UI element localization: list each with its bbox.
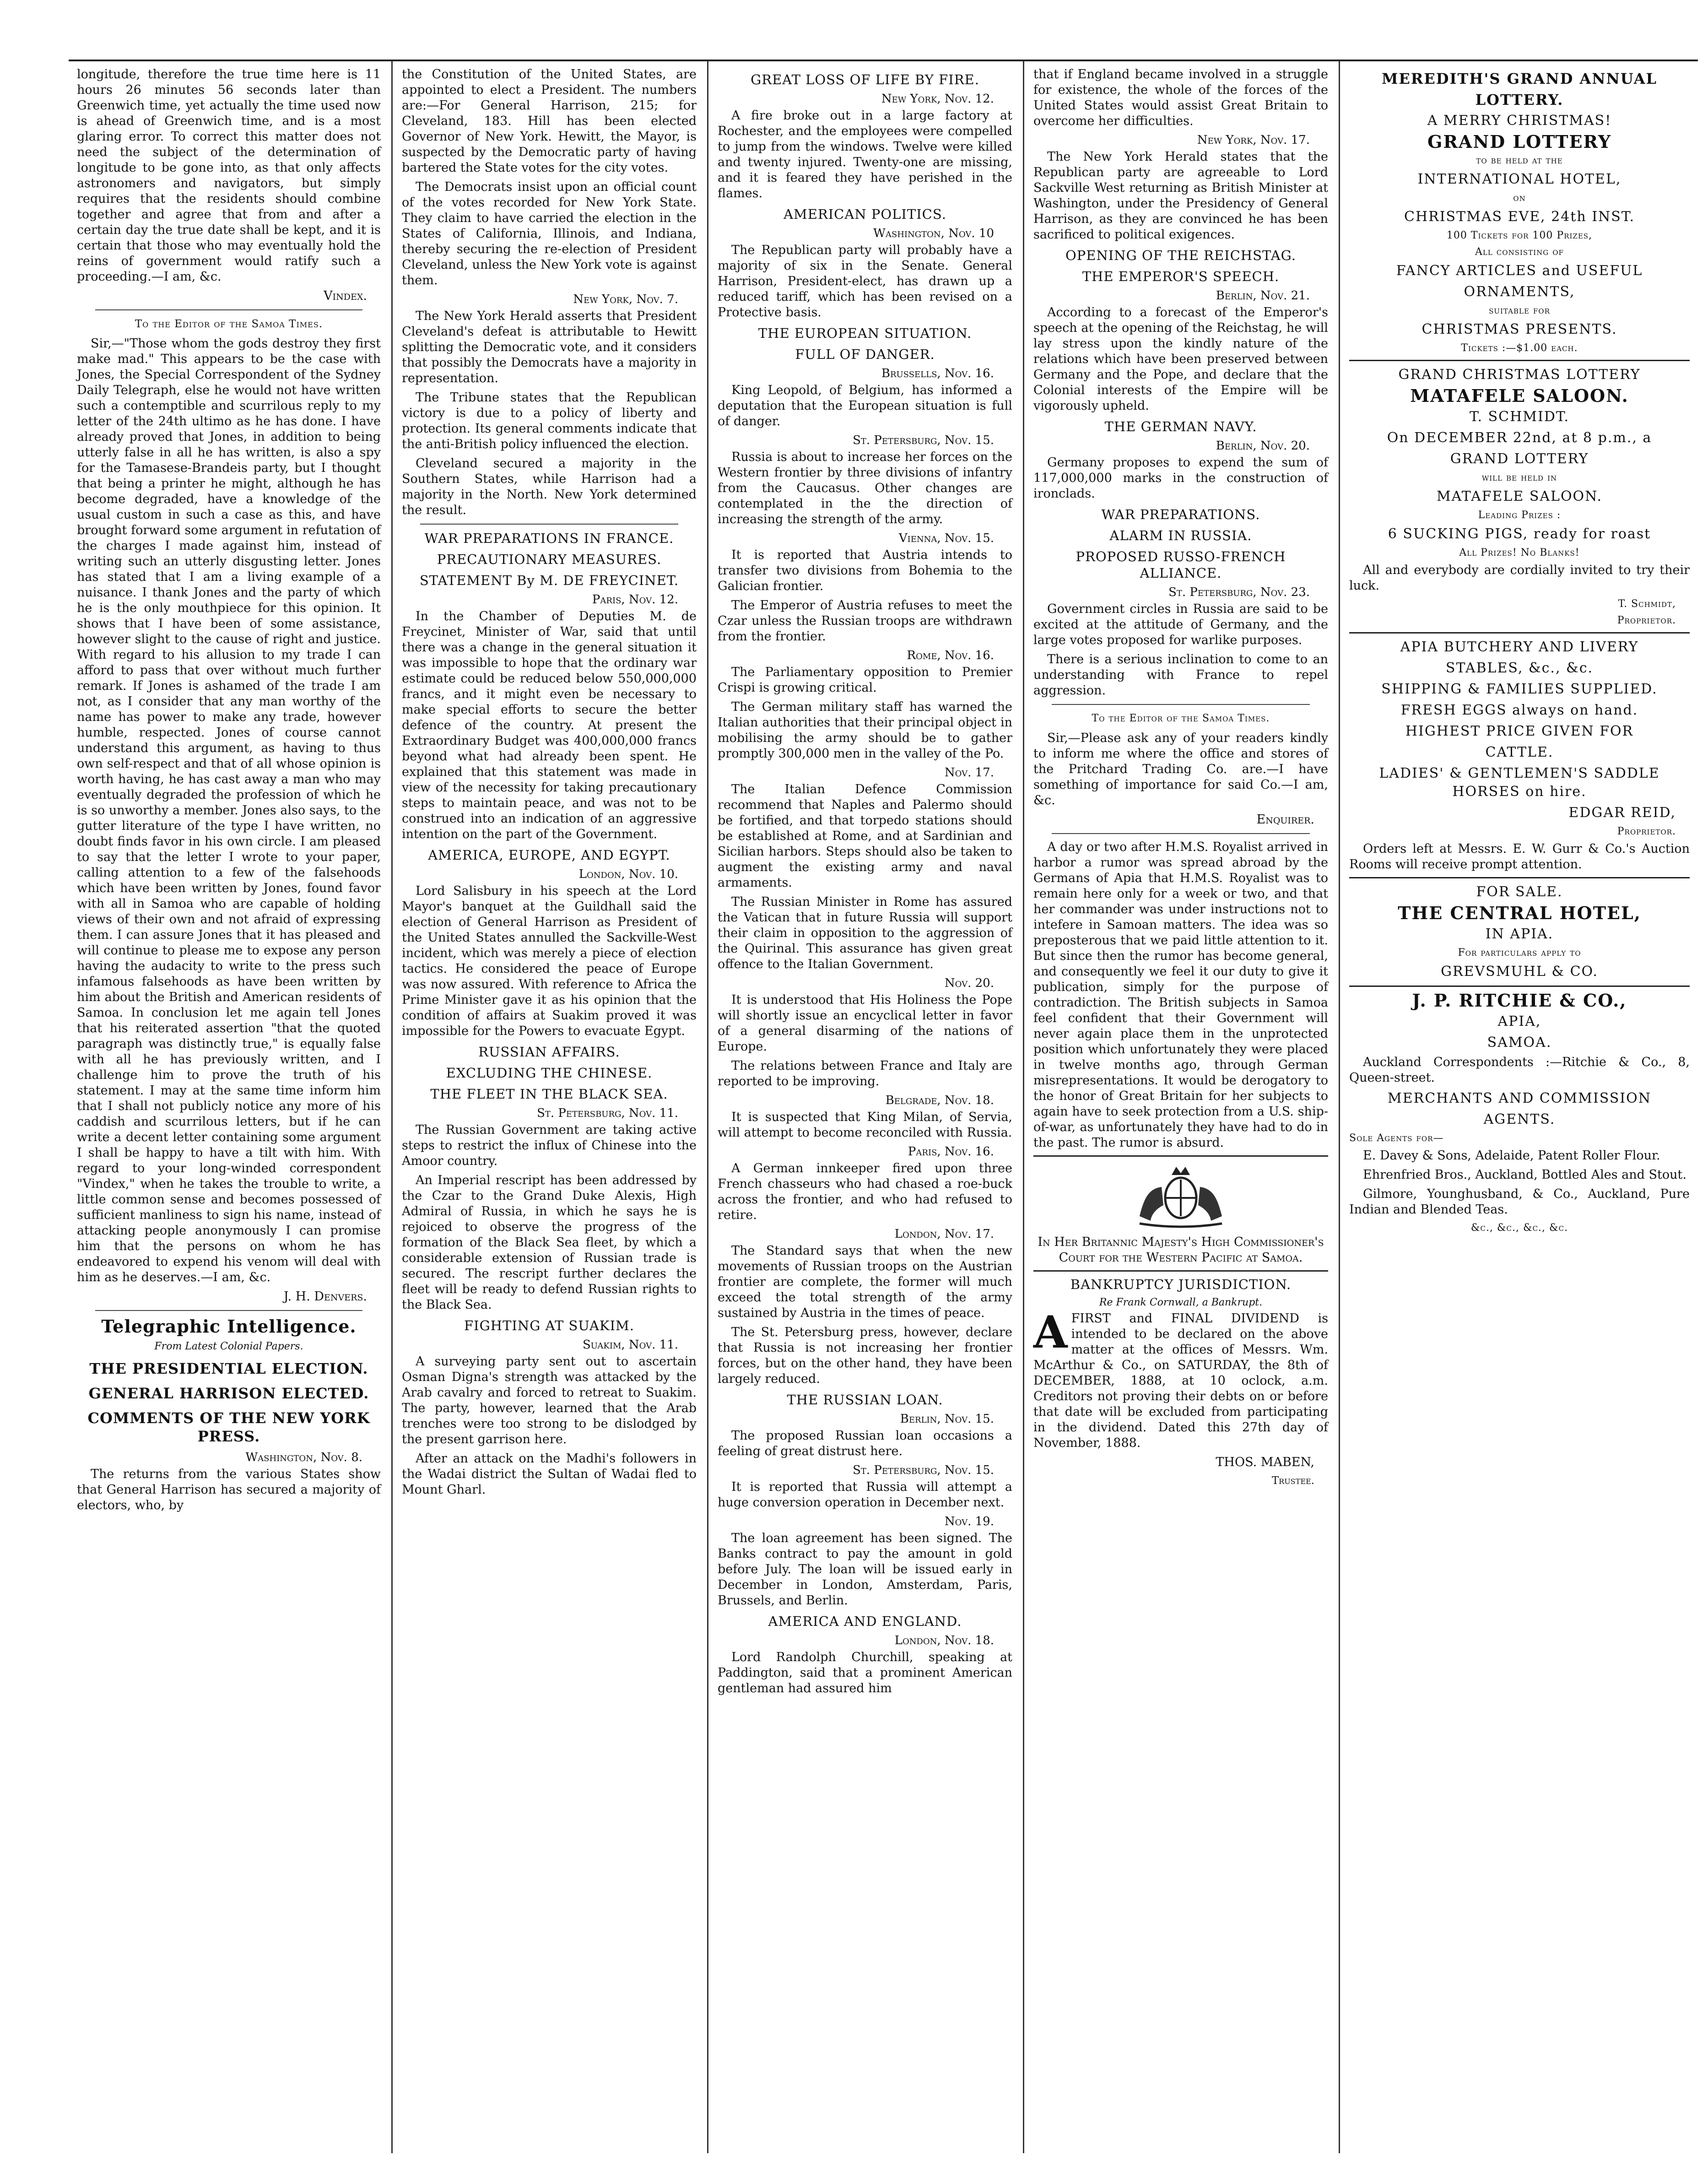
ad-text: GRAND LOTTERY bbox=[1450, 451, 1589, 467]
article-text: The St. Petersburg press, however, declare that Russia is not increasing her frontier forces, but on the other hand, they have been largely reduced. bbox=[718, 1325, 1012, 1386]
article-text: that if England became involved in a struggle for existence, the whole of the forces of the United States would assist Great Britain to overcome her difficulties. bbox=[1033, 67, 1328, 128]
drop-cap: A bbox=[1033, 1306, 1068, 1358]
ad-text: Sole Agents for— bbox=[1349, 1132, 1444, 1144]
dateline: St. Petersburg, Nov. 23. bbox=[1168, 585, 1310, 599]
headline: GREAT LOSS OF LIFE BY FIRE. bbox=[751, 72, 979, 87]
headline: AMERICA AND ENGLAND. bbox=[768, 1614, 962, 1629]
ad-heading: MERCHANTS AND COMMISSION bbox=[1388, 1090, 1651, 1106]
headline: STATEMENT By M. DE FREYCINET. bbox=[419, 573, 679, 588]
dateline: Paris, Nov. 16. bbox=[908, 1145, 994, 1159]
headline: THE FLEET IN THE BLACK SEA. bbox=[430, 1086, 668, 1102]
headline: FULL OF DANGER. bbox=[795, 347, 935, 362]
article-text: The Democrats insist upon an official count of the votes recorded for New York State. They claim to have carried the election in the States of California, Illinois, and Indiana, thereby securing the re-election of President Cleveland, unless the New York vote is against them. bbox=[402, 180, 697, 287]
headline: THE PRESIDENTIAL ELECTION. bbox=[89, 1360, 368, 1377]
ad-text: ORNAMENTS, bbox=[1464, 284, 1575, 300]
section-heading: Telegraphic Intelligence. bbox=[101, 1316, 357, 1337]
dateline: Rome, Nov. 16. bbox=[907, 649, 994, 662]
headline: COMMENTS OF THE NEW YORK PRESS. bbox=[87, 1409, 370, 1445]
headline: AMERICA, EUROPE, AND EGYPT. bbox=[428, 847, 670, 863]
section-subheading: From Latest Colonial Papers. bbox=[154, 1341, 303, 1352]
ad-heading: J. P. RITCHIE & CO., bbox=[1412, 990, 1627, 1011]
advertisements-column bbox=[1341, 67, 1698, 2150]
article-text: The Republican party will probably have a majority of six in the Senate. General Harrison, President-elect, has drawn up a reduced tariff, which has been revised on a Protective basis. bbox=[718, 243, 1012, 320]
dateline: Nov. 19. bbox=[944, 1515, 994, 1528]
article-text: The loan agreement has been signed. The Banks contract to pay the amount in gold before July. The loan will be issued early in December in London, Amsterdam, Paris, Brussels, and Berlin. bbox=[718, 1531, 1012, 1608]
ad-text: AGENTS. bbox=[1483, 1111, 1556, 1127]
ad-text: HIGHEST PRICE GIVEN FOR bbox=[1405, 723, 1634, 739]
dateline: Brussells, Nov. 16. bbox=[881, 367, 994, 380]
article-text: Government circles in Russia are said to be excited at the attitude of Germany, and the large votes proposed for warlike purposes. bbox=[1033, 602, 1328, 647]
dateline: New York, Nov. 7. bbox=[573, 292, 678, 306]
headline: AMERICAN POLITICS. bbox=[784, 206, 946, 222]
article-text: It is suspected that King Milan, of Servia, will attempt to become reconciled with Russia. bbox=[718, 1110, 1012, 1140]
headline: RUSSIAN AFFAIRS. bbox=[478, 1044, 620, 1060]
ad-text: &c., &c., &c., &c. bbox=[1470, 1222, 1568, 1234]
divider bbox=[1033, 1155, 1328, 1157]
ad-text: 6 SUCKING PIGS, ready for roast bbox=[1388, 526, 1651, 542]
article-text: Lord Randolph Churchill, speaking at Paddington, said that a prominent American gentleman had assured him bbox=[718, 1650, 1012, 1695]
headline: EXCLUDING THE CHINESE. bbox=[446, 1065, 653, 1081]
article-text: An Imperial rescript has been addressed by the Czar to the Grand Duke Alexis, High Admiral of Russia, in which he says he is rejoiced to observe the progress of the formation of the Black Sea fleet, by which a considerable extension of Russian trade is secured. The rescript further declares the fleet will be ready to defend Russian rights to the Black Sea. bbox=[402, 1173, 697, 1312]
dateline: London, Nov. 10. bbox=[578, 867, 678, 881]
headline: PROPOSED RUSSO-FRENCH ALLIANCE. bbox=[1076, 549, 1286, 581]
article-text: Germany proposes to expend the sum of 117,000,000 marks in the construction of ironclads. bbox=[1033, 455, 1328, 501]
ad-text: Ehrenfried Bros., Auckland, Bottled Ales and Stout. bbox=[1363, 1168, 1686, 1182]
article-text: The New York Herald asserts that President Cleveland's defeat is attributable to Hewitt splitting the Democratic vote, and it considers that possibly the Democrats have a majority in representation. bbox=[402, 309, 697, 385]
article-text: The Russian Government are taking active steps to restrict the influx of Chinese into the Amoor country. bbox=[402, 1123, 697, 1168]
ad-text: CATTLE. bbox=[1485, 744, 1554, 760]
article-text: Sir,—Please ask any of your readers kindly to inform me where the office and stores of the Pritchard Trading Co. are.—I have something of importance for said Co.—I am, &c. bbox=[1033, 731, 1328, 807]
article-text: The Standard says that when the new movements of Russian troops on the Austrian frontier are complete, the former will much exceed the total strength of the army sustained by Austria in the times of peace. bbox=[718, 1244, 1012, 1320]
ad-text: FRESH EGGS always on hand. bbox=[1400, 702, 1638, 718]
ad-text: On DECEMBER 22nd, at 8 p.m., a bbox=[1387, 430, 1652, 446]
headline: ALARM IN RUSSIA. bbox=[1109, 528, 1252, 543]
letter-heading: To the Editor of the Samoa Times. bbox=[1092, 713, 1270, 724]
ad-text: STABLES, &c., &c. bbox=[1445, 660, 1594, 676]
ad-text: will be held in bbox=[1481, 472, 1557, 483]
dateline: Belgrade, Nov. 18. bbox=[885, 1094, 994, 1107]
dateline: London, Nov. 18. bbox=[894, 1634, 994, 1647]
article-text: The returns from the various States show that General Harrison has secured a majority of electors, who, by bbox=[77, 1467, 381, 1512]
ad-heading: LOTTERY. bbox=[1475, 91, 1564, 108]
divider bbox=[95, 309, 362, 310]
headline: THE EUROPEAN SITUATION. bbox=[758, 325, 972, 341]
notice-body: FIRST and FINAL DIVIDEND is intended to be declared on the above matter at the offices of Messrs. Wm. McArthur & Co., on SATURDAY, the 8th of DECEMBER, 1888, at 10 oclock, a.m. Creditors not proving their debts on or before that date will be excluded from participating in the dividend. Dated this 27th day of November, 1888. bbox=[1033, 1311, 1328, 1450]
article-text: A surveying party sent out to ascertain Osman Digna's strength was attacked by the Arab cavalry and forced to retreat to Suakim. The party, however, learned that the Arab trenches were too strong to be dislodged by the present garrison here. bbox=[402, 1354, 697, 1446]
article-text: It is understood that His Holiness the Pope will shortly issue an encyclical letter in favor of a general disarming of the nations of Europe. bbox=[718, 993, 1012, 1054]
divider bbox=[1052, 704, 1310, 705]
article-text: A German innkeeper fired upon three French chasseurs who had chased a roe-buck across the frontier, and who had refused to retire. bbox=[718, 1161, 1012, 1222]
ad-signature: Proprietor. bbox=[1617, 615, 1676, 626]
dateline: New York, Nov. 12. bbox=[881, 92, 994, 106]
ad-text: CHRISTMAS EVE, 24th INST. bbox=[1404, 209, 1635, 225]
article-text: The Emperor of Austria refuses to meet the Czar unless the Russian troops are withdrawn from the frontier. bbox=[718, 598, 1012, 644]
ad-text: GREVSMUHL & CO. bbox=[1441, 964, 1598, 980]
column-rule bbox=[1023, 61, 1024, 2153]
dateline: Washington, Nov. 10 bbox=[873, 227, 994, 240]
dateline: Berlin, Nov. 20. bbox=[1216, 439, 1310, 453]
royal-coat-of-arms-icon bbox=[1112, 1161, 1249, 1230]
dateline: Vienna, Nov. 15. bbox=[898, 531, 994, 545]
ad-heading: MEREDITH'S GRAND ANNUAL bbox=[1381, 70, 1658, 87]
ad-signature: EDGAR REID, bbox=[1568, 805, 1676, 821]
ad-text: T. SCHMIDT. bbox=[1469, 409, 1570, 425]
divider bbox=[1349, 877, 1690, 878]
divider bbox=[1052, 833, 1310, 834]
dateline: Nov. 20. bbox=[944, 976, 994, 990]
article-text: It is reported that Russia will attempt a huge conversion operation in December next. bbox=[718, 1480, 1012, 1510]
headline: THE EMPEROR'S SPEECH. bbox=[1082, 269, 1280, 284]
ad-signature: Proprietor. bbox=[1617, 826, 1676, 837]
article-text: A day or two after H.M.S. Royalist arrived in harbor a rumor was spread abroad by the Germans of Apia that H.M.S. Royalist was to remain here only for a week or two, and that her commander was under instructions not to intefere in Samoan matters. The idea was so preposterous that we paid little attention to it. But since then the rumor has become general, and consequently we feel it our duty to give it publication, simply for the purpose of contradiction. The British subjects in Samoa feel confident that their Government will never again place them in the unprotected position which unfortunately they were placed in twelve months ago, through German misrepresentations. It would be derogatory to the honor of Great Britain for her subjects to again have to seek protection from a U.S. ship-of-war, as unfortunately they have had to do in the past. The rumor is absurd. bbox=[1033, 840, 1328, 1150]
headline: WAR PREPARATIONS. bbox=[1101, 507, 1260, 522]
ad-heading: THE CENTRAL HOTEL, bbox=[1398, 903, 1641, 923]
signature-title: Trustee. bbox=[1271, 1475, 1314, 1487]
divider bbox=[1349, 986, 1690, 987]
article-text: The New York Herald states that the Republican party are agreeable to Lord Sackville West returning as British Minister at Washington, under the Presidency of General Harrison, as they are convinced he has been sacrificed to political exigences. bbox=[1033, 150, 1328, 242]
dateline: St. Petersburg, Nov. 11. bbox=[537, 1106, 678, 1120]
court-heading: In Her Britannic Majesty's High Commissioner's Court for the Western Pacific at Samoa. bbox=[1038, 1235, 1324, 1265]
column-rule bbox=[1339, 61, 1340, 2153]
article-text: The German military staff has warned the Italian authorities that their principal object in mobilising the army should be to gather promptly 300,000 men in the valley of the Po. bbox=[718, 700, 1012, 761]
article-text: The Tribune states that the Republican victory is due to a policy of liberty and protection. Its general comments indicate that the anti-British policy influenced the election. bbox=[402, 390, 697, 451]
article-text: After an attack on the Madhi's followers in the Wadai district the Sultan of Wadai fled to Mount Gharl. bbox=[402, 1451, 697, 1497]
headline: OPENING OF THE REICHSTAG. bbox=[1065, 248, 1297, 263]
ad-text: suitable for bbox=[1489, 305, 1550, 316]
dateline: St. Petersburg, Nov. 15. bbox=[853, 1463, 994, 1477]
dateline: Suakim, Nov. 11. bbox=[582, 1338, 678, 1352]
divider bbox=[1349, 632, 1690, 634]
case-title: Re Frank Cornwall, a Bankrupt. bbox=[1099, 1297, 1263, 1308]
signature: THOS. MABEN, bbox=[1216, 1455, 1314, 1469]
dateline: Paris, Nov. 12. bbox=[592, 593, 678, 607]
ad-heading: FOR SALE. bbox=[1476, 884, 1563, 900]
dateline: Washington, Nov. 8. bbox=[245, 1451, 362, 1464]
article-text: King Leopold, of Belgium, has informed a deputation that the European situation is full of danger. bbox=[718, 383, 1012, 428]
signature: Enquirer. bbox=[1256, 812, 1314, 827]
article-text: The Italian Defence Commission recommend that Naples and Palermo should be fortified, and that torpedo stations should be established at Rome, and at Sardinian and Sicilian harbors. Steps should also be taken to augment the existing army and naval armaments. bbox=[718, 782, 1012, 890]
ad-text: on bbox=[1513, 192, 1526, 204]
headline: GENERAL HARRISON ELECTED. bbox=[88, 1385, 369, 1402]
article-text: The relations between France and Italy are reported to be improving. bbox=[718, 1059, 1012, 1088]
ad-text: SAMOA. bbox=[1487, 1034, 1552, 1051]
article-text: In the Chamber of Deputies M. de Freycinet, Minister of War, said that until there was a change in the general situation it was impossible to hope that the ordinary war estimate could be reduced below 550,000,000 francs, and it might even be necessary to make special efforts to secure the better defence of the country. At present the Extraordinary Budget was 400,000,000 francs beyond what had already been spent. He explained that this statement was made in view of the necessity for taking precautionary steps to maintain peace, and was not to be construed into an indication of an aggressive intention on the part of the Government. bbox=[402, 609, 697, 841]
ad-text: All Prizes! No Blanks! bbox=[1459, 547, 1580, 558]
ad-text: MATAFELE SALOON. bbox=[1436, 488, 1603, 504]
article-text: the Constitution of the United States, are appointed to elect a President. The numbers are:—For General Harrison, 215; for Cleveland, 183. Hill has been elected Governor of New York. Hewitt, the Mayor, is suspected by the Democratic party of having bartered the State votes for the city votes. bbox=[402, 67, 697, 175]
ad-text: APIA, bbox=[1497, 1013, 1541, 1029]
article-text: Sir,—"Those whom the gods destroy they first make mad." This appears to be the case with Jones, the Special Correspondent of the Sydney Daily Telegraph, else he would not have written such a contemptible and scurrilous reply to my letter of the 24th ultimo as he has done. I have already proved that Jones, in addition to being utterly false in all he has written, is also a spy for the Tamasese-Brandeis party, but I thought that being a printer he might, although he has become degraded, have a knowledge of the usual custom in such a case as this, and have brought forward some argument in refutation of the charges I made against him, instead of writing such an utterly disgusting letter. Jones has stated that I am a living example of a nuisance. I thank Jones and the party of which he is the only mouthpiece for this opinion. It shows that I have been of some assistance, however slight to the cause of right and justice. With regard to his allusion to my trade I can afford to pass that over without much further remark. If Jones is ashamed of the trade I am not, as I consider that any man worthy of the name has power to make any trade, however humble, respected. Jones of course cannot understand this argument, as having to thus own self-respect and that of all whose opinion is worth having, he has cast away a man who may eventually degraded the profession of which he is so unworthy a member. Jones also says, to the gutter literature of the type I have written, no doubt finds favor in his own circle. I am pleased to say that the letter I wrote to your paper, calling attention to a few of the falsehoods which have been written by Jones, found favor with all in Samoa who are capable of holding views of their own and not afraid of expressing them. I can assure Jones that it has pleased and will continue to please me to expose any person having the audacity to write to the press such infamous falsehoods as have been written by him about the British and American residents of Samoa. In conclusion let me again tell Jones that his reiterated assertion "that the quoted paragraph was distinctly true," is equally false with all he has previously written, and I challenge him to prove the truth of his statement. I may at the same time inform him that I shall not publicly notice any more of his caddish and scurrilous letters, but if he can write a decent letter containing some argument I shall be happy to have a tilt with him. With regard to your long-winded correspondent "Vindex," when he takes the trouble to write, a little common sense and becomes possessed of sufficient manliness to sign his name, instead of attacking people anonymously I can promise him that the persons on whom he has endeavored to expend his venom will deal with him as he deserves.—I am, &c. bbox=[77, 336, 381, 1284]
ad-text: E. Davey & Sons, Adelaide, Patent Roller Flour. bbox=[1363, 1148, 1660, 1163]
ad-text: INTERNATIONAL HOTEL, bbox=[1417, 171, 1622, 187]
signature: J. H. Denvers. bbox=[283, 1289, 367, 1304]
dateline: Berlin, Nov. 21. bbox=[1216, 289, 1310, 303]
ad-heading: GRAND LOTTERY bbox=[1427, 131, 1611, 152]
article-text: According to a forecast of the Emperor's speech at the opening of the Reichstag, he will lay stress upon the kindly nature of the relations which have been preserved between Germany and the Pope, and declare that the Colonial interests of the Empire will be vigorously upheld. bbox=[1033, 305, 1328, 413]
ad-text: All consisting of bbox=[1475, 246, 1564, 258]
ad-text: A MERRY CHRISTMAS! bbox=[1427, 113, 1612, 129]
ad-text: Leading Prizes : bbox=[1478, 509, 1561, 521]
dateline: St. Petersburg, Nov. 15. bbox=[853, 433, 994, 447]
article-text: longitude, therefore the true time here is 11 hours 26 minutes 56 seconds later than Greenwich time, yet actually the time used now is ahead of Greenwich time, and is a most glaring error. To correct this matter does not need the subject of the determination of longitude to be gone into, as that only affects astronomers and navigators, but simply requires that the residents should combine together and agree that from and after a certain day the true date shall be kept, and it is certain that those who may eventually hold the reins of government would ratify such a proceeding.—I am, &c. bbox=[77, 67, 381, 284]
ad-text: CHRISTMAS PRESENTS. bbox=[1422, 321, 1617, 337]
ad-heading: GRAND CHRISTMAS LOTTERY bbox=[1398, 367, 1641, 383]
ad-text: LADIES' & GENTLEMEN'S SADDLE HORSES on hire. bbox=[1379, 765, 1660, 800]
headline: BANKRUPTCY JURISDICTION. bbox=[1070, 1277, 1292, 1292]
article-text: There is a serious inclination to come to an understanding with France to repel aggression. bbox=[1033, 652, 1328, 698]
ad-text: IN APIA. bbox=[1485, 926, 1554, 942]
column-rule bbox=[391, 61, 393, 2153]
dateline: Nov. 17. bbox=[944, 766, 994, 780]
column-rule bbox=[707, 61, 708, 2153]
column-2 bbox=[394, 67, 705, 2150]
notice-text bbox=[1033, 1306, 1328, 1451]
ad-text: FANCY ARTICLES and USEFUL bbox=[1396, 263, 1643, 279]
article-text: The Parliamentary opposition to Premier Crispi is growing critical. bbox=[718, 665, 1012, 695]
newspaper-page bbox=[69, 60, 1698, 2153]
ad-signature: T. Schmidt, bbox=[1618, 598, 1676, 610]
column-3 bbox=[709, 67, 1021, 2150]
headline: PRECAUTIONARY MEASURES. bbox=[437, 552, 662, 567]
ad-text: Tickets :—$1.00 each. bbox=[1461, 342, 1578, 354]
article-text: Cleveland secured a majority in the Southern States, while Harrison had a majority in the North. New York determined the result. bbox=[402, 456, 697, 517]
dateline: New York, Nov. 17. bbox=[1197, 133, 1310, 147]
ad-text: Auckland Correspondents :—Ritchie & Co., 8, Queen-street. bbox=[1349, 1055, 1690, 1085]
letter-heading: To the Editor of the Samoa Times. bbox=[135, 318, 323, 330]
signature: Vindex. bbox=[324, 289, 367, 303]
article-text: The proposed Russian loan occasions a feeling of great distrust here. bbox=[718, 1429, 1012, 1458]
ad-text: 100 Tickets for 100 Prizes, bbox=[1446, 230, 1593, 241]
headline: THE GERMAN NAVY. bbox=[1104, 419, 1257, 434]
divider bbox=[1349, 360, 1690, 361]
ad-text: For particulars apply to bbox=[1458, 947, 1581, 959]
ad-text: SHIPPING & FAMILIES SUPPLIED. bbox=[1381, 681, 1658, 697]
ad-text: to be held at the bbox=[1476, 155, 1563, 166]
article-text: Lord Salisbury in his speech at the Lord Mayor's banquet at the Guildhall said the election of General Harrison as President of the United States annulled the Sackville-West incident, which was merely a piece of election tactics. He considered the peace of Europe was now assured. With reference to Africa the Prime Minister gave it as his opinion that the condition of affairs at Suakim proved it was impossible for the Powers to evacuate Egypt. bbox=[402, 884, 697, 1038]
headline: FIGHTING AT SUAKIM. bbox=[464, 1318, 634, 1333]
column-4 bbox=[1025, 67, 1336, 2150]
ad-heading: APIA BUTCHERY AND LIVERY bbox=[1400, 639, 1639, 655]
divider bbox=[1033, 1270, 1328, 1272]
ad-text: All and everybody are cordially invited to try their luck. bbox=[1349, 563, 1690, 593]
ad-text: Orders left at Messrs. E. W. Gurr & Co.'s Auction Rooms will receive prompt attention. bbox=[1349, 842, 1690, 872]
article-text: The Russian Minister in Rome has assured the Vatican that in future Russia will support their claim in opposition to the aggression of the Quirinal. This assurance has given great offence to the Italian Government. bbox=[718, 895, 1012, 971]
headline: WAR PREPARATIONS IN FRANCE. bbox=[424, 531, 674, 546]
headline: THE RUSSIAN LOAN. bbox=[787, 1392, 943, 1408]
column-1 bbox=[69, 67, 389, 2150]
divider bbox=[420, 524, 678, 525]
ad-heading: MATAFELE SALOON. bbox=[1410, 385, 1629, 406]
article-text: It is reported that Austria intends to transfer two divisions from Bohemia to the Galician frontier. bbox=[718, 548, 1012, 593]
dateline: London, Nov. 17. bbox=[894, 1227, 994, 1241]
ad-text: Gilmore, Younghusband, & Co., Auckland, Pure Indian and Blended Teas. bbox=[1349, 1187, 1690, 1217]
dateline: Berlin, Nov. 15. bbox=[900, 1412, 994, 1426]
article-text: Russia is about to increase her forces on the Western frontier by three divisions of infantry from the Caucasus. Other changes are contemplated in the the direction of increasing the strength of the army. bbox=[718, 450, 1012, 526]
divider bbox=[95, 1310, 362, 1311]
article-text: A fire broke out in a large factory at Rochester, and the employees were compelled to jump from the windows. Twelve were killed and twenty injured. Twenty-one are missing, and it is feared they have perished in the flames. bbox=[718, 108, 1012, 200]
